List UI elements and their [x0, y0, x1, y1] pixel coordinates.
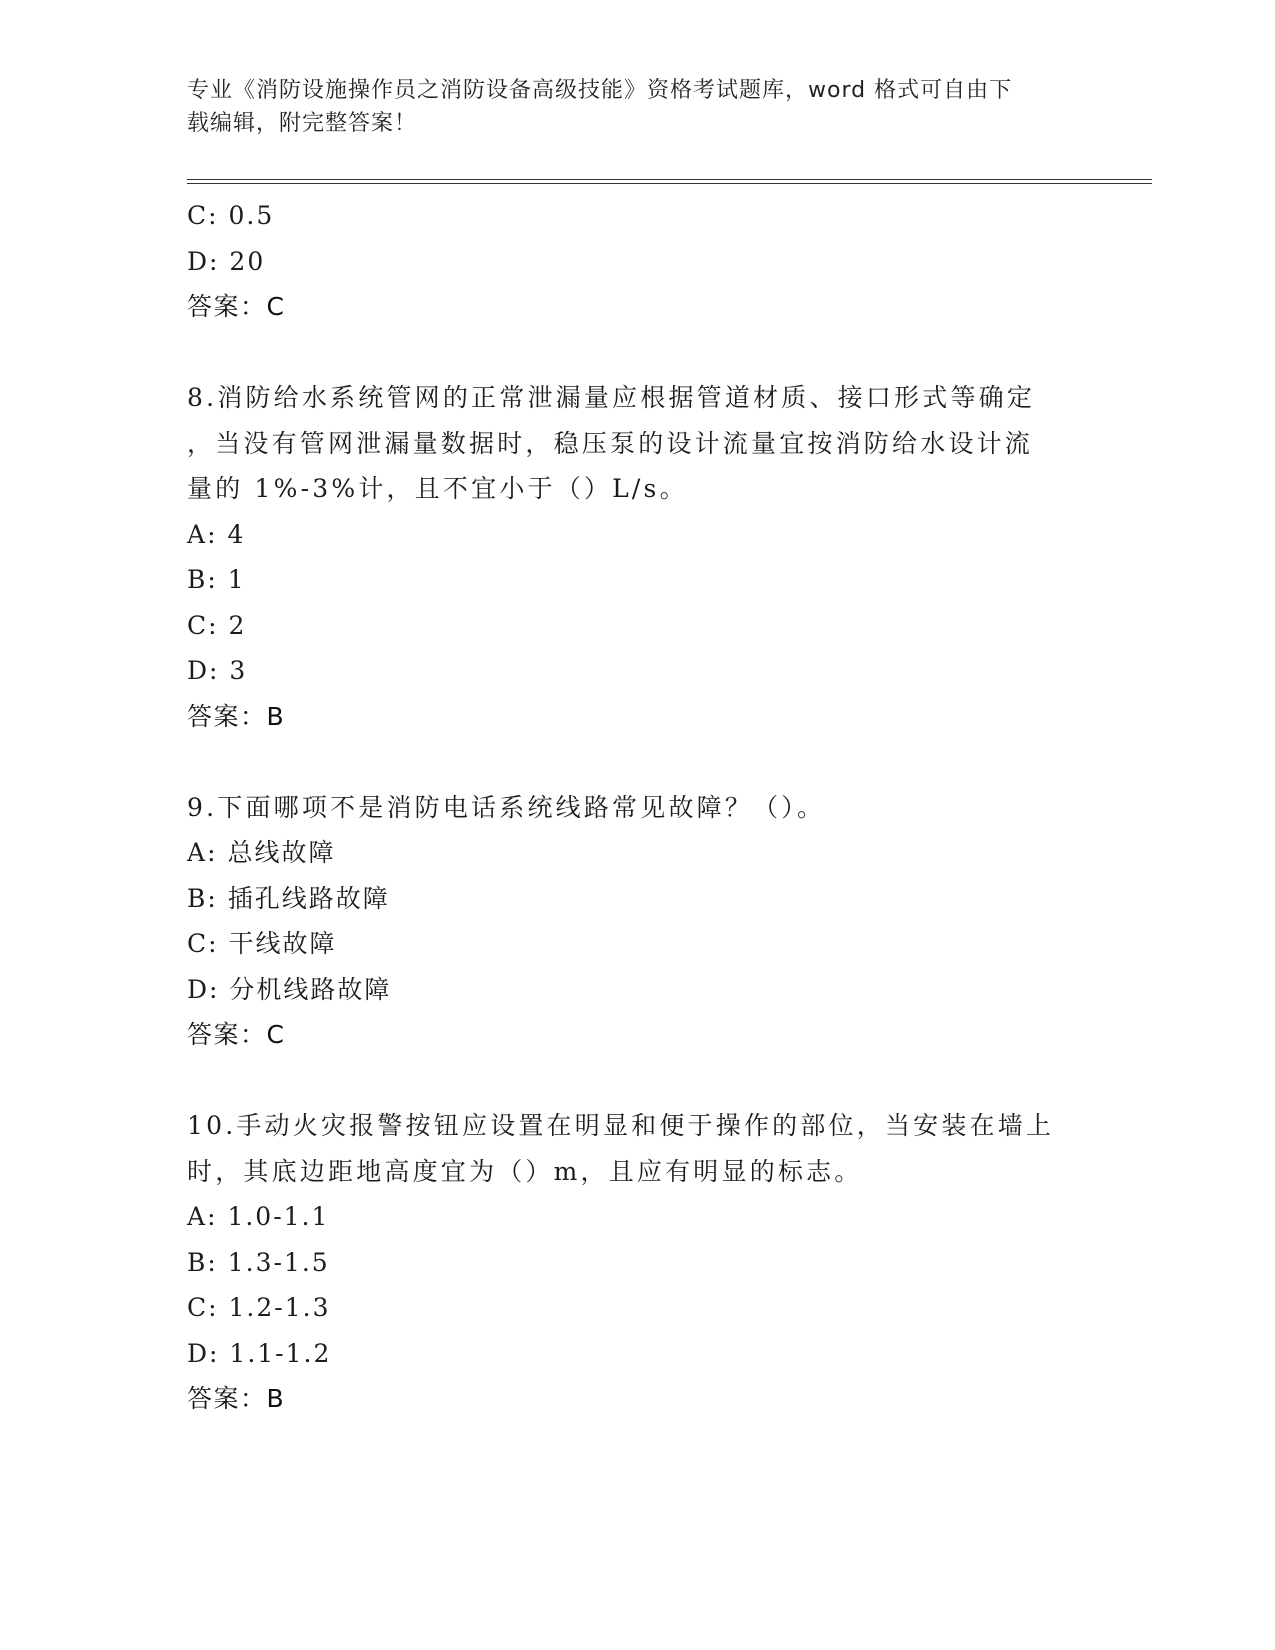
option-separator: : — [208, 610, 229, 640]
option-a — [187, 830, 1087, 876]
option-separator: : — [207, 565, 228, 594]
option-separator: : — [208, 929, 229, 958]
answer-line: 答案：B — [187, 701, 286, 731]
option-text: 1.1-1.2 — [229, 1338, 332, 1368]
option-label: D — [187, 656, 210, 685]
option-label: C — [187, 1293, 209, 1322]
option-separator: : — [209, 1338, 230, 1368]
question-list — [187, 193, 1087, 1422]
option-label: A — [187, 519, 208, 549]
option-label: C — [187, 610, 209, 640]
option-label: C — [187, 929, 209, 958]
header-divider-top — [187, 179, 1152, 180]
option-text: 1.2-1.3 — [228, 1293, 331, 1322]
option-label: B — [187, 1247, 208, 1277]
option-text: 1 — [227, 565, 246, 594]
option-text: 3 — [229, 656, 248, 685]
option-b — [187, 1240, 1087, 1286]
answer-line: 答案：C — [187, 1020, 286, 1049]
option-label: C — [187, 201, 209, 230]
option-label: D — [187, 1338, 210, 1368]
option-label: A — [187, 1202, 208, 1231]
option-label: A — [187, 838, 208, 867]
option-text: 分机线路故障 — [229, 974, 392, 1004]
option-c — [187, 1285, 1087, 1331]
stem-line: 9.下面哪项不是消防电话系统线路常见故障？（）。 — [187, 792, 826, 822]
option-b — [187, 557, 1087, 603]
option-text: 2 — [228, 610, 247, 640]
question-8 — [187, 375, 1087, 739]
stem-line: 时，其底边距地高度宜为（）m，且应有明显的标志。 — [187, 1156, 863, 1186]
option-text: 1.0-1.1 — [227, 1202, 330, 1231]
option-separator: : — [209, 246, 230, 276]
option-separator: : — [209, 656, 230, 685]
spacer — [187, 739, 1087, 785]
option-text: 0.5 — [228, 201, 275, 230]
option-a — [187, 1194, 1087, 1240]
option-separator: : — [207, 519, 228, 549]
option-text: 总线故障 — [227, 838, 336, 867]
answer-line: 答案：B — [187, 1384, 286, 1413]
option-c — [187, 603, 1087, 649]
option-label: D — [187, 246, 210, 276]
option-b — [187, 876, 1087, 922]
option-d — [187, 239, 1087, 285]
option-d — [187, 1331, 1087, 1377]
option-separator: : — [208, 1293, 229, 1322]
option-separator: : — [208, 201, 229, 230]
spacer — [187, 1058, 1087, 1104]
question-10 — [187, 1103, 1087, 1422]
header-divider-bottom — [187, 183, 1152, 184]
option-d — [187, 648, 1087, 694]
stem-line: 量的 1%-3%计，且不宜小于（）L/s。 — [187, 474, 688, 503]
stem-line: 10.手动火灾报警按钮应设置在明显和便于操作的部位，当安装在墙上 — [187, 1111, 1055, 1140]
option-text: 干线故障 — [228, 929, 337, 958]
answer-line: 答案：C — [187, 292, 286, 321]
stem-line: 8.消防给水系统管网的正常泄漏量应根据管道材质、接口形式等确定 — [187, 383, 1036, 412]
option-text: 20 — [229, 246, 266, 276]
option-a — [187, 512, 1087, 558]
option-label: B — [187, 565, 208, 594]
option-separator: : — [207, 1247, 228, 1277]
question-continued — [187, 193, 1087, 330]
question-stem — [187, 1103, 1087, 1194]
option-d — [187, 967, 1087, 1013]
header-line-1: 专业《消防设施操作员之消防设备高级技能》资格考试题库，word 格式可自由下 — [187, 78, 1013, 103]
option-c — [187, 921, 1087, 967]
option-text: 插孔线路故障 — [227, 883, 390, 913]
question-stem — [187, 375, 1087, 512]
option-separator: : — [207, 1202, 228, 1231]
option-text: 1.3-1.5 — [227, 1247, 330, 1277]
option-separator: : — [207, 883, 228, 913]
option-separator: : — [207, 838, 228, 867]
header-line-2: 载编辑，附完整答案！ — [187, 111, 418, 136]
option-text: 4 — [227, 519, 246, 549]
stem-line: ，当没有管网泄漏量数据时，稳压泵的设计流量宜按消防给水设计流 — [187, 428, 1034, 458]
spacer — [187, 330, 1087, 376]
option-label: B — [187, 883, 208, 913]
question-stem — [187, 785, 1087, 831]
option-label: D — [187, 974, 210, 1004]
question-9 — [187, 785, 1087, 1058]
page-header — [187, 74, 1067, 140]
option-separator: : — [209, 974, 230, 1004]
option-c — [187, 193, 1087, 239]
